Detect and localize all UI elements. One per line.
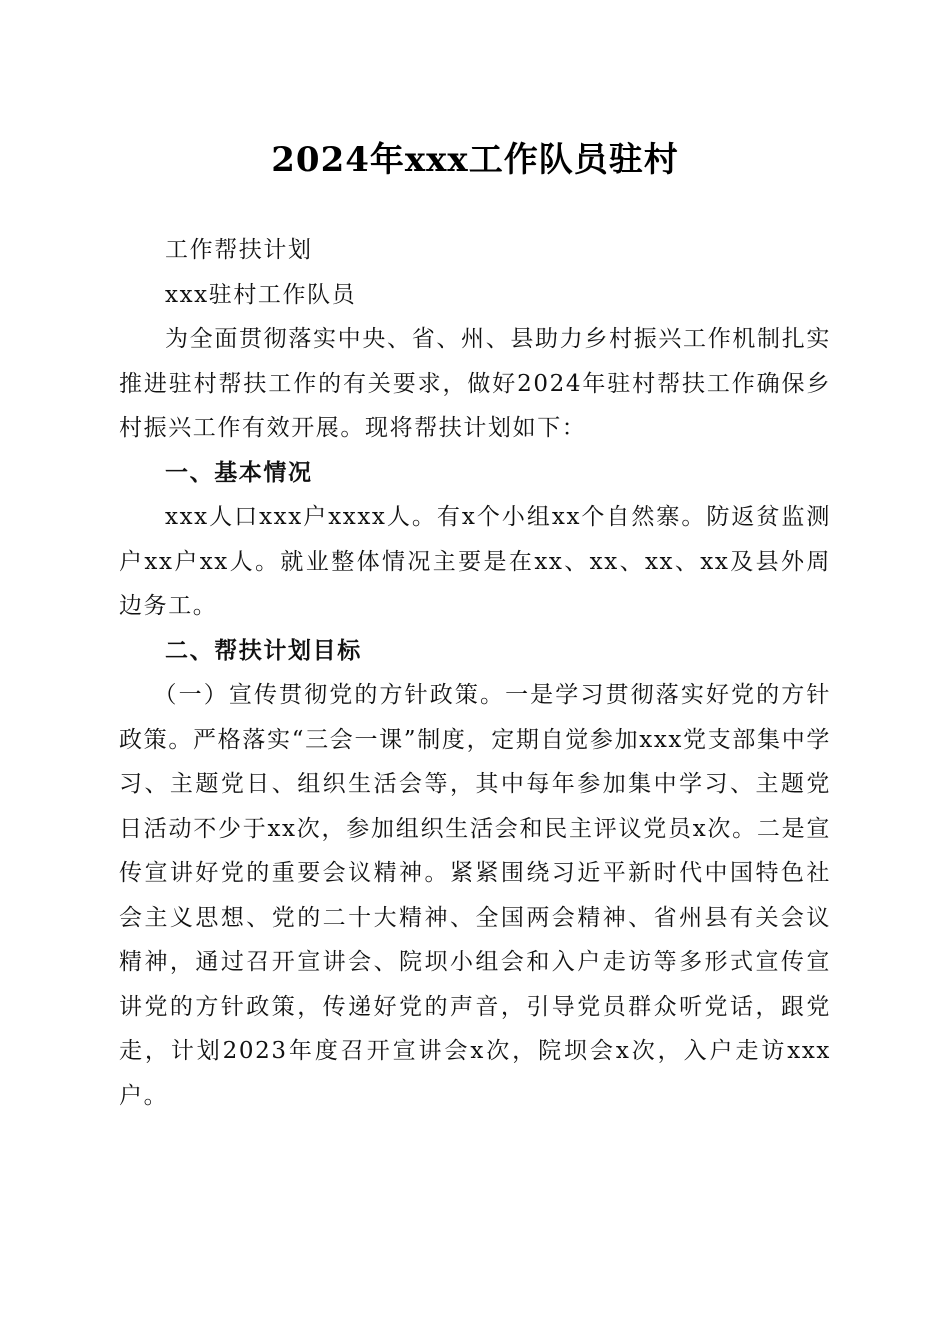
document-body	[119, 228, 831, 1118]
document-subtitle: 工作帮扶计划	[165, 237, 313, 263]
basic-info-paragraph: xxx人口xxx户xxxx人。有x个小组xx个自然寨。防返贫监测户xx户xx人。就业整体情况主要是在xx、xx、xx、xx及县外周边务工。	[119, 504, 831, 619]
document-title: 2024年xxx工作队员驻村	[271, 140, 679, 180]
policy-text: 一是学习贯彻落实好党的方针政策。严格落实“三会一课”制度，定期自觉参加xxx党支部集中学习、主题党日、组织生活会等，其中每年参加集中学习、主题党日活动不少于xx次，参加组织生活会和民主评议党员x次。二是宣传宣讲好党的重要会议精神。紧紧围绕习近平新时代中国特色社会主义思想、党的二十大精神、全国两会精神、省州县有关会议精神，通过召开宣讲会、院坝小组会和入户走访等多形式宣传宣讲党的方针政策，传递好党的声音，引导党员群众听党话，跟党走，计划2023年度召开宣讲会x次，院坝会x次，入户走访xxx户。	[119, 682, 831, 1109]
section-heading-plan-goals: 二、帮扶计划目标	[165, 637, 362, 664]
section-heading-basic-info: 一、基本情况	[165, 459, 313, 486]
policy-paragraph	[119, 673, 831, 1118]
intro-paragraph: 为全面贯彻落实中央、省、州、县助力乡村振兴工作机制扎实推进驻村帮扶工作的有关要求，做好2024年驻村帮扶工作确保乡村振兴工作有效开展。现将帮扶计划如下：	[119, 326, 831, 441]
subsection-heading-policy: （一）宣传贯彻党的方针政策。	[153, 682, 506, 708]
document-author: xxx驻村工作队员	[165, 281, 357, 308]
